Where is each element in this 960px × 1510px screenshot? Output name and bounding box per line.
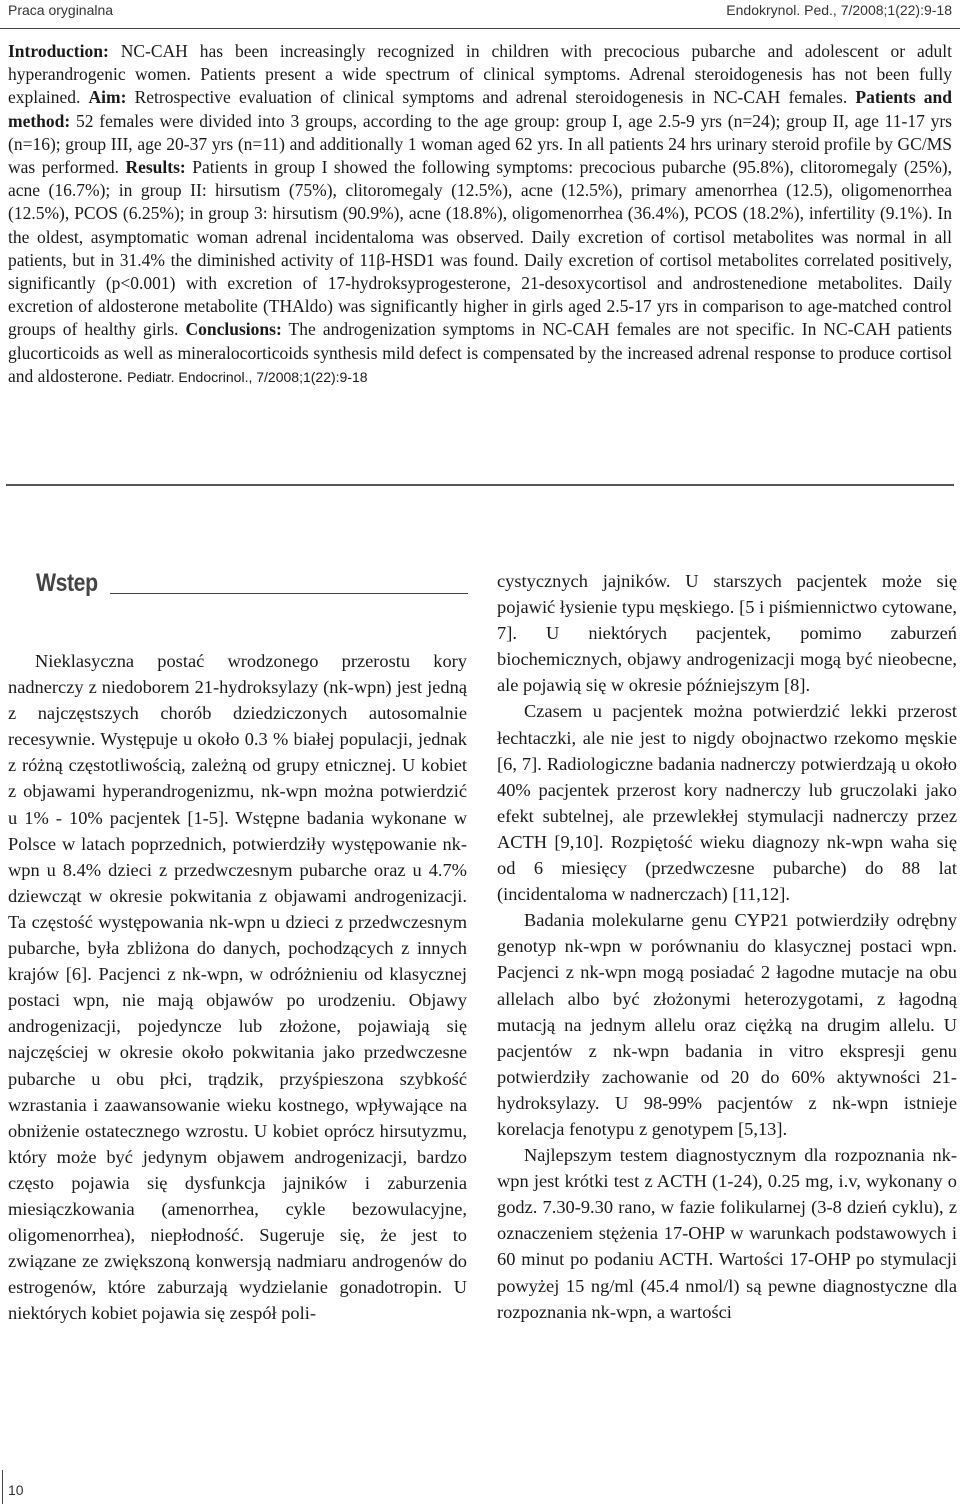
- abstract-results-label: Results:: [125, 157, 186, 178]
- abstract-divider: [6, 484, 954, 486]
- paragraph: Najlepszym testem diagnostycznym dla rozpoznania nk-wpn jest krótki test z ACTH (1-24), 0.25 mg, i.v, wykonany o godz. 7.30-9.30 rano, w fazie folikularnej (3-8 dzień cyklu), z oznaczeniem stężenia 17-OHP w warunkach podstawowych i 60 minut po podaniu ACTH. Wartości 17-OHP po stymulacji powyżej 15 ng/ml (45.4 nmol/l) są pewne diagnostyczne dla rozpoznania nk-wpn, a wartości: [497, 1145, 957, 1322]
- abstract-results-text: Patients in group I showed the following symptoms: precocious pubarche (95.8%), clitoromegaly (25%), acne (16.7%); in group II: hirsutism (75%), clitoromegaly (12.5%), acne (12.5%), primary amenorrhea (12.5), oligomenorrhea (12.5%), PCOS (6.25%); in group 3: hirsutism (90.9%), acne (18.8%), oligomenorrhea (36.4%), PCOS (18.2%), infertility (9.1%). In the oldest, asymptomatic woman adrenal incidentaloma was observed. Daily excretion of cortisol metabolites was normal in all patients, but in 31.4% the diminished activity of 11β-HSD1 was found. Daily excretion of cortisol metabolites correlated positively, significantly (p<0.001) with excretion of 17-hydroksyprogesterone, 21-desoxycortisol and androstenedione metabolites. Daily excretion of aldosterone metabolite (THAldo) was significantly higher in girls aged 2.5-17 yrs in comparison to age-matched control groups of healthy girls.: [8, 157, 953, 340]
- abstract: [8, 40, 952, 389]
- section-heading: [36, 563, 468, 603]
- page-number: 10: [8, 1482, 24, 1498]
- journal-section-label: Praca oryginalna: [8, 2, 114, 18]
- abstract-intro-label: Introduction:: [8, 41, 109, 61]
- abstract-intro-text: NC-CAH has been increasingly recognized in children with precocious pubarche and adolescent or adult hyperandrogenic women. Patients present a wide spectrum of clinical symptoms. Adrenal steroidogenesis has not been fully explained.: [8, 41, 952, 108]
- section-heading-rule: [110, 593, 468, 594]
- abstract-conclusions-label: Conclusions:: [185, 319, 282, 340]
- paragraph: Badania molekularne genu CYP21 potwierdziły odrębny genotyp nk-wpn w porównaniu do klasycznej postaci wpn. Pacjenci z nk-wpn mogą posiadać 2 łagodne mutacje na obu allelach albo być złożonymi heterozygotami, z łagodną mutacją na jednym allelu oraz ciężką na drugim allelu. U pacjentów z nk-wpn badania in vitro ekspresji genu potwierdziły zachowanie od 20 do 60% aktywności 21-hydroksylazy. U 98-99% pacjentów z nk-wpn istnieje korelacja fenotypu z genotypem [5,13].: [497, 910, 957, 1139]
- abstract-methods-label: Patients and method:: [8, 87, 952, 131]
- section-title: Wstep: [36, 569, 98, 597]
- abstract-conclusions-text: The androgenization symptoms in NC-CAH females are not specific. In NC-CAH patients glucorticoids as well as mineralocorticoids synthesis mild defect is compensated by the increased adrenal response to produce cortisol and aldosterone.: [8, 319, 952, 386]
- journal-citation-header: Endokrynol. Ped., 7/2008;1(22):9-18: [726, 2, 952, 18]
- abstract-aim-label: Aim:: [88, 87, 127, 108]
- abstract-citation: Pediatr. Endocrinol., 7/2008;1(22):9-18: [127, 368, 368, 385]
- paragraph: Czasem u pacjentek można potwierdzić lekki przerost łechtaczki, ale nie jest to nigdy obojnactwo rzekomo męskie [6, 7]. Radiologiczne badania nadnerczy potwierdzają u około 40% pacjentek przerost kory nadnerczy lub gruczolaki jako efekt subtelnej, ale przewlekłej stymulacji nadnerczy przez ACTH [9,10]. Rozpiętość wieku diagnozy nk-wpn waha się od 6 miesięcy (przedwczesne pubarche) do 88 lat (incidentaloma w nadnerczach) [11,12].: [497, 701, 957, 905]
- abstract-aim-text: Retrospective evaluation of clinical symptoms and adrenal steroidogenesis in NC-CAH females.: [126, 87, 856, 108]
- header-divider: [0, 28, 960, 29]
- paragraph: Nieklasyczna postać wrodzonego przerostu kory nadnerczy z niedoborem 21-hydroksylazy (nk-wpn) jest jedną z najczęstszych chorób dziedziczonych autosomalnie recesywnie. Występuje u około 0.3 % białej populacji, jednak z różną częstotliwością, zależną od grupy etnicznej. U kobiet z objawami hyperandrogenizmu, nk-wpn można potwierdzić u 1% - 10% pacjentek [1-5]. Wstępne badania wykonane w Polsce w latach poprzednich, potwierdziły występowanie nk-wpn u 8.4% dzieci z przedwczesnym pubarche oraz u 4.7% dziewcząt w okresie pokwitania z objawami androgenizacji. Ta częstość występowania nk-wpn u dzieci z przedwczesnym pubarche, była zbliżona do danych, pochodzących z innych krajów [6]. Pacjenci z nk-wpn, w odróżnieniu od klasycznej postaci wpn, nie mają objawów po urodzeniu. Objawy androgenizacji, pojedyncze lub złożone, pojawiają się najczęściej w okresie około pokwitania jako przedwczesne pubarche u obu płci, trądzik, przyśpieszona szybkość wzrastania i zaawansowanie wieku kostnego, wpływające na obniżenie ostatecznego wzrostu. U kobiet oprócz hirsutyzmu, który może być jedynym objawem androgenizacji, bardzo często pojawia się dysfunkcja jajników i zaburzenia miesiączkowania (amenorrhea, cykle bezowulacyjne, oligomenorrhea), niepłodność. Sugeruje się, że jest to związane ze zwiększoną konwersją nadmiaru androgenów do estrogenów, które zaburzają wydzielanie gonadotropin. U niektórych kobiet pojawia się zespół poli-: [8, 651, 467, 1324]
- page-number-rule: [2, 1470, 3, 1504]
- right-column: [497, 568, 957, 1325]
- left-column: [8, 648, 467, 1326]
- paragraph: cystycznych jajników. U starszych pacjentek może się pojawić łysienie typu męskiego. [5 i piśmiennictwo cytowane, 7]. U niektórych pacjentek, pomimo zaburzeń biochemicznych, objawy androgenizacji mogą być nieobecne, ale pojawią się w okresie późniejszym [8].: [497, 571, 957, 696]
- abstract-methods-text: 52 females were divided into 3 groups, according to the age group: group I, age 2.5-9 yrs (n=24); group II, age 11-17 yrs (n=16); group III, age 20-37 yrs (n=11) and additionally 1 woman aged 62 yrs. In all patients 24 hrs urinary steroid profile by GC/MS was performed.: [8, 110, 952, 178]
